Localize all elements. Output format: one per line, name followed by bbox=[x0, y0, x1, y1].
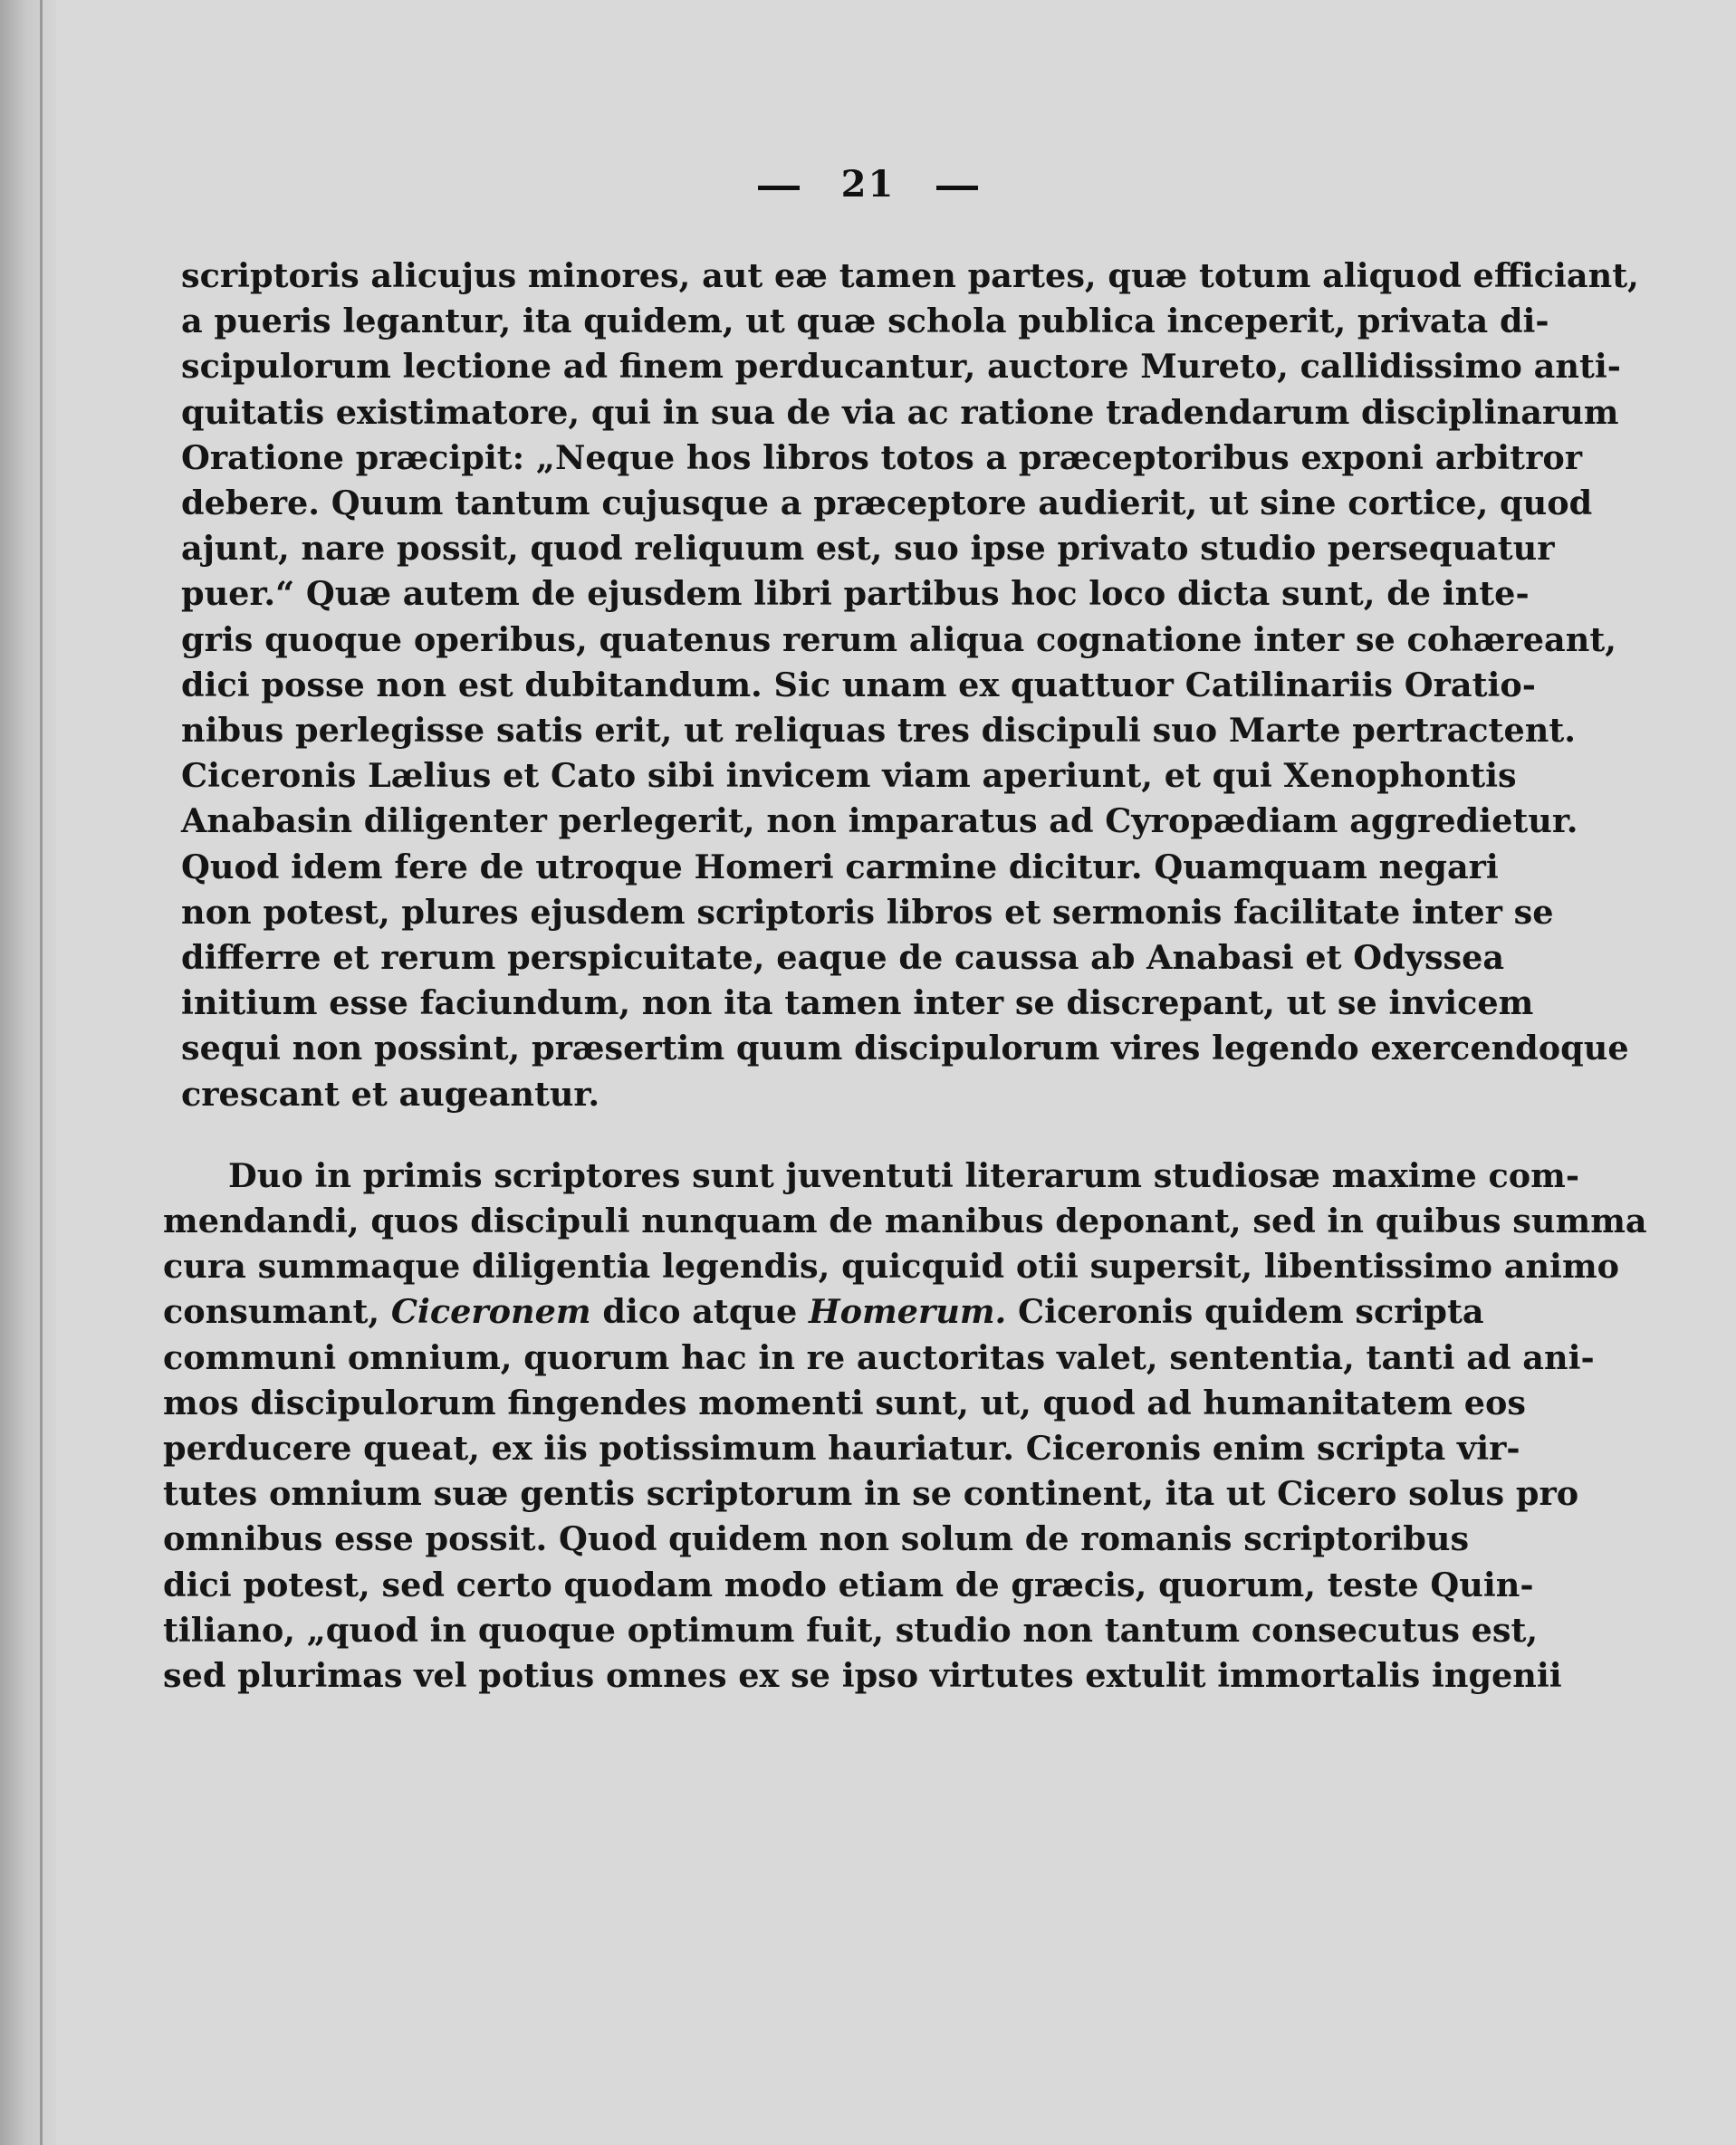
text-line: mos discipulorum fingendes momenti sunt, ut, quod ad humanitatem eos bbox=[163, 1383, 1526, 1422]
text-line: scipulorum lectione ad finem perducantur, auctore Mureto, callidissimo anti- bbox=[181, 347, 1621, 387]
text-line: differre et rerum perspicuitate, eaque de caussa ab Anabasi et Odyssea bbox=[181, 938, 1505, 978]
text-line: initium esse faciundum, non ita tamen inter se discrepant, ut se invicem bbox=[181, 983, 1534, 1023]
page-number: 21 bbox=[840, 163, 896, 206]
header-dash-right bbox=[936, 186, 978, 190]
text-segment: Ciceronis quidem scripta bbox=[1006, 1292, 1484, 1332]
text-line: scriptoris alicujus minores, aut eæ tamen partes, quæ totum aliquod efficiant, bbox=[181, 256, 1639, 295]
text-line bbox=[163, 1289, 1484, 1335]
text-line: tiliano, „quod in quoque optimum fuit, studio non tantum consecutus est, bbox=[163, 1610, 1539, 1650]
text-line: perducere queat, ex iis potissimum hauriatur. Ciceronis enim scripta vir- bbox=[163, 1429, 1520, 1469]
text-line: Duo in primis scriptores sunt juventuti literarum studiosæ maxime com- bbox=[228, 1155, 1580, 1195]
header-dash-left bbox=[758, 186, 800, 190]
text-line: dici potest, sed certo quodam modo etiam de græcis, quorum, teste Quin- bbox=[163, 1565, 1534, 1604]
text-segment: consumant, bbox=[163, 1292, 391, 1332]
text-line: dici posse non est dubitandum. Sic unam ex quattuor Catilinariis Oratio- bbox=[181, 665, 1536, 704]
gutter-edge bbox=[40, 0, 43, 2145]
text-line: Ciceronis Lælius et Cato sibi invicem viam aperiunt, et qui Xenophontis bbox=[181, 756, 1517, 796]
text-line: omnibus esse possit. Quod quidem non solum de romanis scriptoribus bbox=[163, 1519, 1470, 1559]
text-line: tutes omnium suæ gentis scriptorum in se continent, ita ut Cicero solus pro bbox=[163, 1474, 1579, 1514]
text-line: nibus perlegisse satis erit, ut reliquas tres discipuli suo Marte pertractent. bbox=[181, 711, 1576, 751]
text-line: puer.“ Quæ autem de ejusdem libri partibus hoc loco dicta sunt, de inte- bbox=[181, 574, 1530, 614]
text-line: mendandi, quos discipuli nunquam de manibus deponant, sed in quibus summa bbox=[163, 1202, 1647, 1241]
text-line: crescant et augeantur. bbox=[181, 1074, 600, 1114]
text-line: debere. Quum tantum cujusque a præceptore audierit, ut sine cortice, quod bbox=[181, 484, 1593, 523]
text-line: sequi non possint, præsertim quum discipulorum vires legendo exercendoque bbox=[181, 1029, 1629, 1068]
page-gutter bbox=[0, 0, 56, 2145]
body-text bbox=[163, 254, 1647, 1699]
emphasis-homerum: Homerum. bbox=[809, 1292, 1007, 1332]
text-line: ajunt, nare possit, quod reliquum est, suo ipse privato studio persequatur bbox=[181, 529, 1555, 569]
text-line: gris quoque operibus, quatenus rerum aliqua cognatione inter se cohæreant, bbox=[181, 619, 1616, 659]
emphasis-ciceronem: Ciceronem bbox=[390, 1292, 591, 1332]
page-header bbox=[0, 163, 1736, 206]
text-line: quitatis existimatore, qui in sua de via ac ratione tradendarum disciplinarum bbox=[181, 392, 1619, 432]
text-line: Anabasin diligenter perlegerit, non imparatus ad Cyropædiam aggredietur. bbox=[181, 801, 1578, 841]
text-line: cura summaque diligentia legendis, quicquid otii supersit, libentissimo animo bbox=[163, 1247, 1620, 1287]
text-line: non potest, plures ejusdem scriptoris libros et sermonis facilitate inter se bbox=[181, 892, 1554, 932]
paragraph-2 bbox=[163, 1154, 1647, 1699]
paragraph-1 bbox=[181, 254, 1639, 1117]
text-segment: dico atque bbox=[590, 1292, 810, 1332]
text-line: communi omnium, quorum hac in re auctoritas valet, sententia, tanti ad ani- bbox=[163, 1337, 1595, 1377]
text-line: sed plurimas vel potius omnes ex se ipso virtutes extulit immortalis ingenii bbox=[163, 1656, 1562, 1696]
text-line: a pueris legantur, ita quidem, ut quæ schola publica inceperit, privata di- bbox=[181, 302, 1549, 341]
text-line: Oratione præcipit: „Neque hos libros totos a præceptoribus exponi arbitror bbox=[181, 437, 1583, 477]
text-line: Quod idem fere de utroque Homeri carmine dicitur. Quamquam negari bbox=[181, 847, 1499, 886]
